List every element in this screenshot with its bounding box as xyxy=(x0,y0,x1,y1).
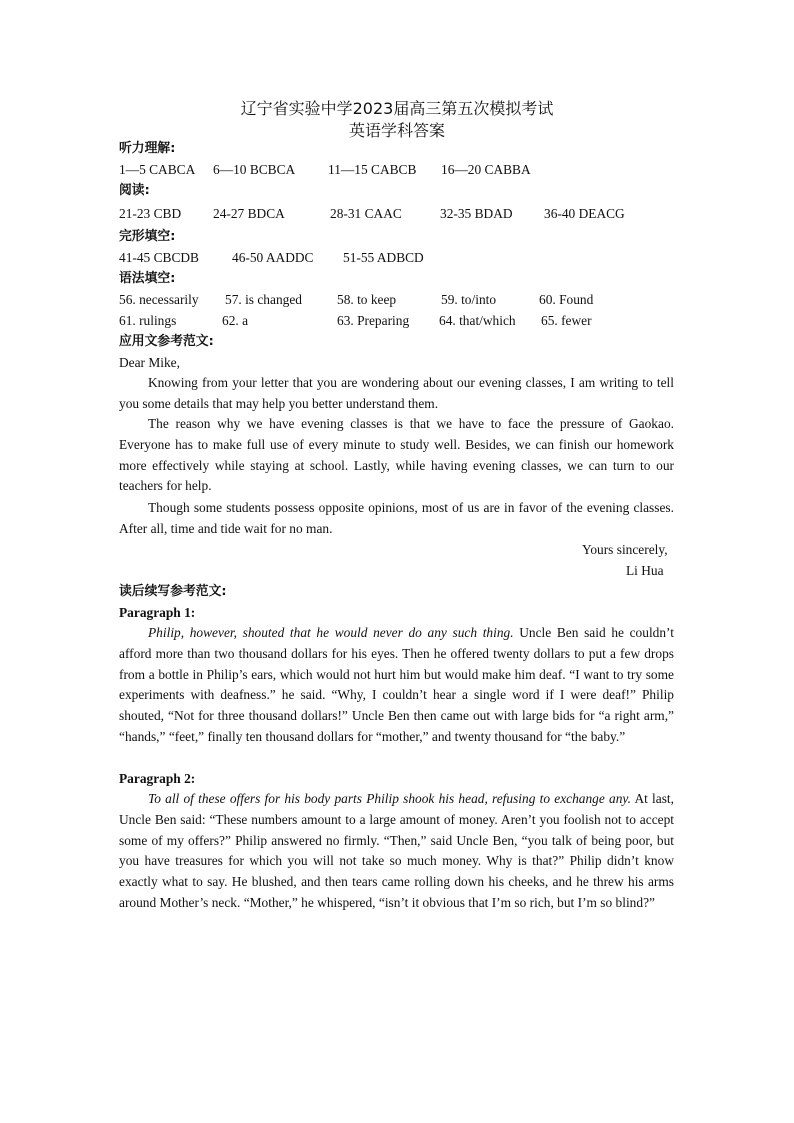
grammar-answers-row xyxy=(119,310,675,331)
letter-paragraph: Though some students possess opposite opinions, most of us are in favor of the evening classes. After all, time and tide wait for no man. xyxy=(119,500,674,536)
paragraph-2-label: Paragraph 2: xyxy=(119,771,196,786)
letter-paragraph: The reason why we have evening classes is that we have to face the pressure of Gaokao. Everyone has to make full use of every minute to study well. Besides, we can finish our homework more effectively while staying at school. Lastly, while having evening classes, we can turn to our teachers for help. xyxy=(119,416,674,494)
letter-greeting: Dear Mike, xyxy=(119,355,180,370)
answer-group: 16—20 CABBA xyxy=(441,162,531,177)
reading-answers xyxy=(119,203,675,224)
letter-paragraph: Knowing from your letter that you are wondering about our evening classes, I am writing to tell you some details that may help you better understand them. xyxy=(119,375,674,411)
answer-item: 65. fewer xyxy=(541,313,592,328)
answer-item: 56. necessarily xyxy=(119,292,199,307)
paragraph-1-body: Uncle Ben said he couldn’t afford more than two thousand dollars for his eyes. Then he offered twenty dollars to put a few drops from a bottle in Philip’s ears, which would not hurt him but would make him deaf. “I want to try some experiments with deafness.” he said. “Why, I couldn’t hear a single word if I were deaf!” Philip shouted, “Not for three thousand dollars!” Uncle Ben then came out with large bids for “a right arm,” “hands,” “feet,” finally ten thousand dollars for “mother,” and twenty thousand for “the baby.” xyxy=(119,625,674,744)
answer-item: 64. that/which xyxy=(439,313,516,328)
answer-group: 41-45 CBCDB xyxy=(119,250,199,265)
exam-subtitle: 英语学科答案 xyxy=(348,121,445,140)
listening-heading: 听力理解: xyxy=(119,141,176,156)
cloze-heading: 完形填空: xyxy=(119,229,176,244)
answer-item: 61. rulings xyxy=(119,313,177,328)
continuation-paragraph-2 xyxy=(119,789,674,914)
answer-item: 60. Found xyxy=(539,292,594,307)
letter-heading: 应用文参考范文: xyxy=(119,334,214,349)
answer-group: 36-40 DEACG xyxy=(544,206,625,221)
listening-answers xyxy=(119,159,675,180)
continuation-paragraph-1 xyxy=(119,623,674,748)
answer-item: 57. is changed xyxy=(225,292,302,307)
grammar-heading: 语法填空: xyxy=(119,271,176,286)
letter-signature: Li Hua xyxy=(626,563,664,578)
answer-group: 32-35 BDAD xyxy=(440,206,513,221)
answer-item: 59. to/into xyxy=(441,292,497,307)
answer-group: 21-23 CBD xyxy=(119,206,182,221)
answer-group: 51-55 ADBCD xyxy=(343,250,424,265)
answer-item: 62. a xyxy=(222,313,249,328)
answer-group: 6—10 BCBCA xyxy=(213,162,296,177)
continuation-heading: 读后续写参考范文: xyxy=(119,584,227,599)
cloze-answers xyxy=(119,247,675,268)
grammar-answers-row xyxy=(119,289,675,310)
letter-closing: Yours sincerely, xyxy=(582,542,668,557)
paragraph-2-body: At last, Uncle Ben said: “These numbers amount to a large amount of money. Aren’t you foolish not to accept some of my offers?” Philip answered no firmly. “Then,” said Uncle Ben, “you talk of being poor, but you have treasures for which you will not take so much money. Why is that?” Philip didn’t know exactly what to say. He blushed, and then tears came rolling down his cheeks, and he threw his arms around Mother’s neck. “Mother,” he whispered, “isn’t it obvious that I’m so rich, but I’m so blind?” xyxy=(119,791,674,910)
answer-group: 11—15 CABCB xyxy=(328,162,417,177)
answer-group: 46-50 AADDC xyxy=(232,250,314,265)
answer-item: 58. to keep xyxy=(337,292,397,307)
paragraph-2-lead-sentence: To all of these offers for his body parts Philip shook his head, refusing to exchange any. xyxy=(148,791,631,806)
answer-group: 24-27 BDCA xyxy=(213,206,285,221)
answer-item: 63. Preparing xyxy=(337,313,410,328)
reading-heading: 阅读: xyxy=(119,183,150,198)
answer-group: 28-31 CAAC xyxy=(330,206,402,221)
paragraph-1-label: Paragraph 1: xyxy=(119,605,196,620)
answer-group: 1—5 CABCA xyxy=(119,162,196,177)
paragraph-1-lead-sentence: Philip, however, shouted that he would never do any such thing. xyxy=(148,625,514,640)
exam-title: 辽宁省实验中学2023届高三第五次模拟考试 xyxy=(240,99,554,118)
